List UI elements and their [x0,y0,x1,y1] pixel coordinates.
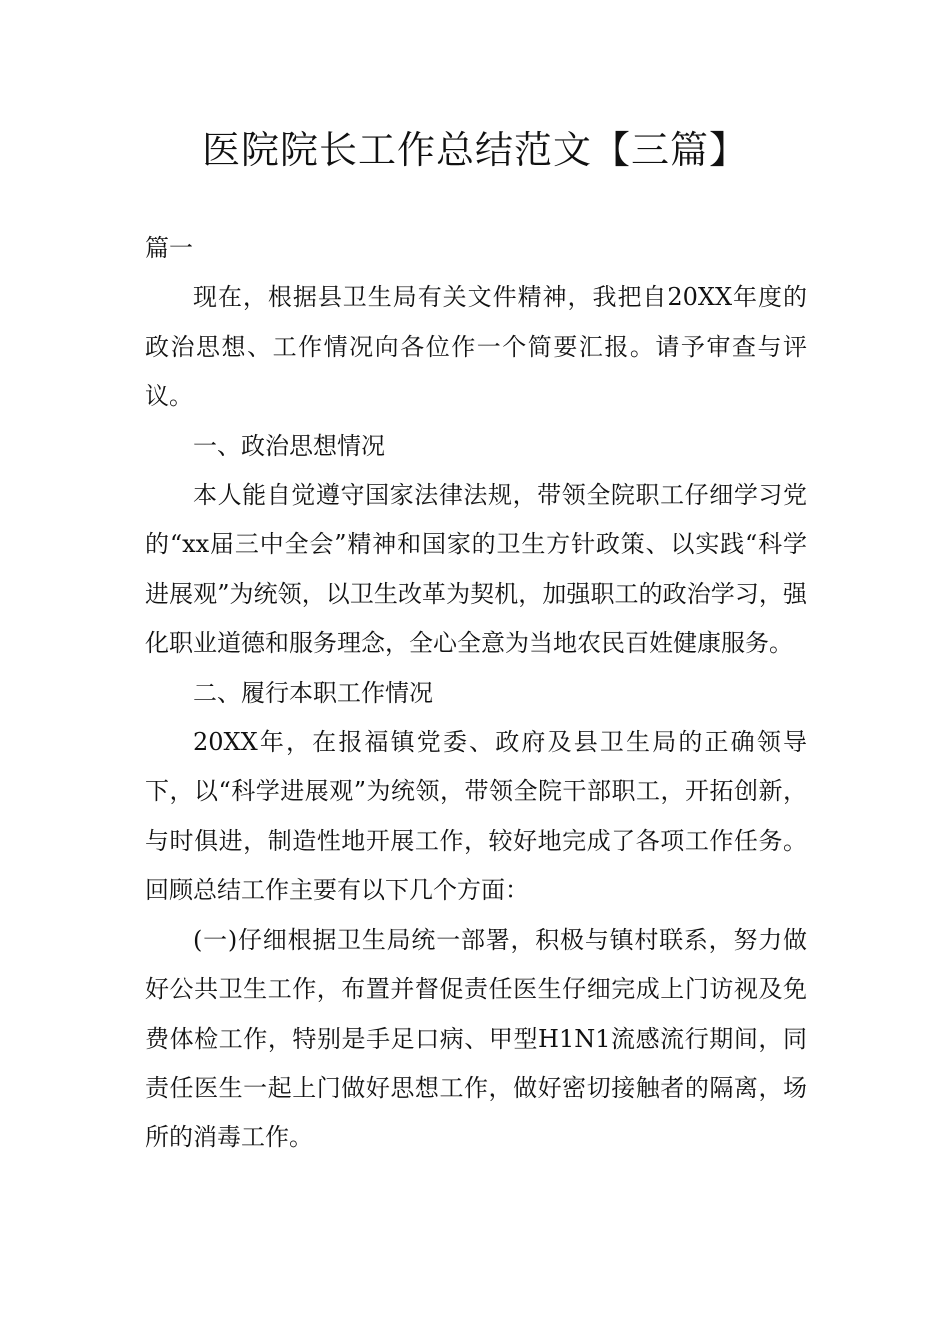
document-title: 医院院长工作总结范文【三篇】 [201,128,748,172]
document-body [145,224,807,1163]
section-label: 篇一 [145,234,193,262]
intro-paragraph: 现在，根据县卫生局有关文件精神，我把自20XX年度的政治思想、工作情况向各位作一个简要汇报。请予审查与评议。 [145,283,807,411]
section-heading-political: 一、政治思想情况 [193,431,385,460]
duties-paragraph: 20XX年，在报福镇党委、政府及县卫生局的正确领导下，以“科学进展观”为统领，带领全院干部职工，开拓创新，与时俱进，制造性地开展工作，较好地完成了各项工作任务。回顾总结工作主要有以下几个方面： [145,728,807,905]
public-health-paragraph: (一)仔细根据卫生局统一部署，积极与镇村联系，努力做好公共卫生工作，布置并督促责任医生仔细完成上门访视及免费体检工作，特别是手足口病、甲型H1N1流感流行期间，同责任医生一起上门做好思想工作，做好密切接触者的隔离，场所的消毒工作。 [145,925,807,1152]
section-heading-duties: 二、履行本职工作情况 [193,678,433,707]
political-paragraph: 本人能自觉遵守国家法律法规，带领全院职工仔细学习党的“xx届三中全会”精神和国家的卫生方针政策、以实践“科学进展观”为统领，以卫生改革为契机，加强职工的政治学习，强化职业道德和服务理念，全心全意为当地农民百姓健康服务。 [145,481,807,658]
